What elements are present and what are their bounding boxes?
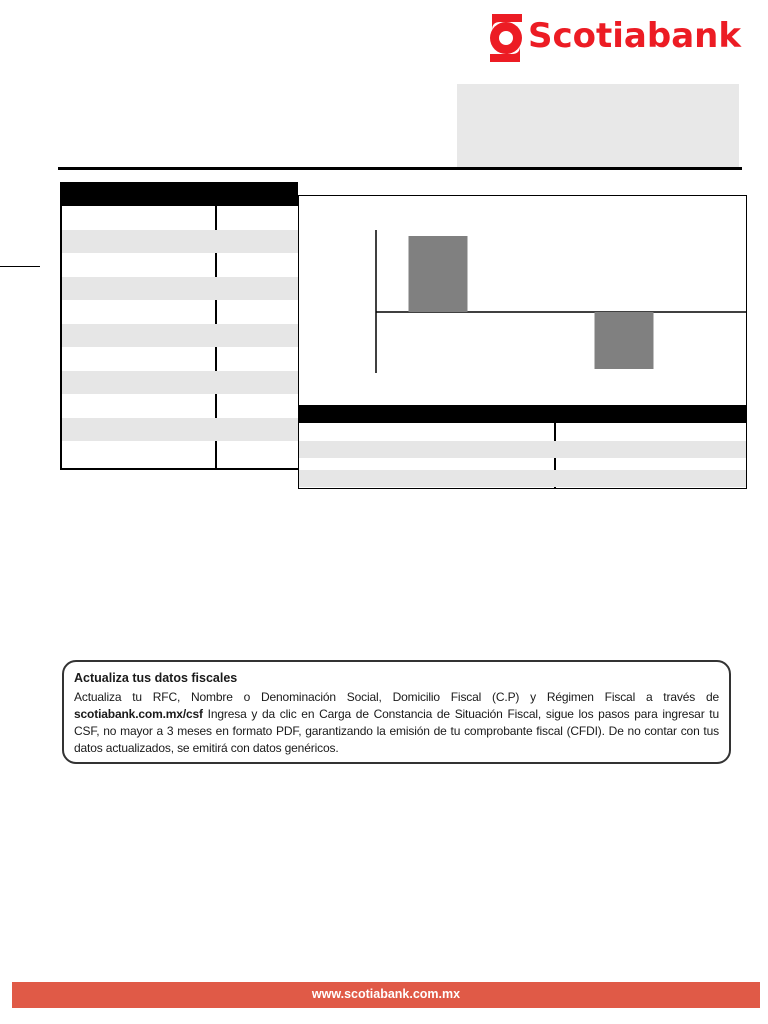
table-row bbox=[62, 230, 298, 254]
chart-bar-2 bbox=[595, 312, 654, 369]
scotiabank-logo bbox=[470, 10, 748, 64]
table-row bbox=[62, 347, 298, 371]
fold-mark bbox=[0, 266, 40, 267]
chart-bar-1 bbox=[409, 236, 468, 312]
scotiabank-s-icon bbox=[478, 10, 532, 64]
notice-title: Actualiza tus datos fiscales bbox=[74, 671, 238, 685]
table-row bbox=[62, 418, 298, 442]
table-row bbox=[62, 206, 298, 230]
notice-text-end: Ingresa y da clic en Carga de Constancia de Situación Fiscal, sigue los pasos para ingresar tu CSF, no mayor a 3 meses en formato PDF, garantizando la emisión de tu comprobante fiscal (CFDI). De no contar con tus datos actualizados, se emitirá con datos genéricos. bbox=[74, 707, 719, 755]
table-row bbox=[62, 441, 298, 465]
chart-canvas bbox=[299, 196, 746, 406]
notice-text-start: Actualiza tu RFC, Nombre o Denominación Social, Domicilio Fiscal (C.P) y Régimen Fiscal a través de bbox=[74, 690, 719, 704]
footer-bar bbox=[12, 982, 760, 1008]
notice-body bbox=[74, 689, 719, 757]
logo-wordmark: Scotiabank bbox=[528, 16, 741, 56]
summary-table bbox=[60, 182, 298, 470]
table-row bbox=[62, 324, 298, 348]
footer-url[interactable]: www.scotiabank.com.mx bbox=[311, 987, 461, 1001]
balance-chart bbox=[298, 195, 747, 407]
table-row bbox=[62, 394, 298, 418]
detail-table bbox=[298, 405, 747, 489]
detail-table-header bbox=[299, 405, 746, 423]
summary-table-header bbox=[62, 182, 298, 206]
table-row bbox=[62, 300, 298, 324]
header-info-box bbox=[457, 84, 739, 169]
table-row bbox=[62, 277, 298, 301]
header-divider bbox=[58, 167, 742, 170]
table-row bbox=[299, 424, 746, 441]
table-row bbox=[62, 371, 298, 395]
table-row bbox=[299, 470, 746, 487]
csf-link[interactable]: scotiabank.com.mx/csf bbox=[74, 707, 203, 721]
tax-data-notice bbox=[62, 660, 731, 764]
table-row bbox=[62, 253, 298, 277]
